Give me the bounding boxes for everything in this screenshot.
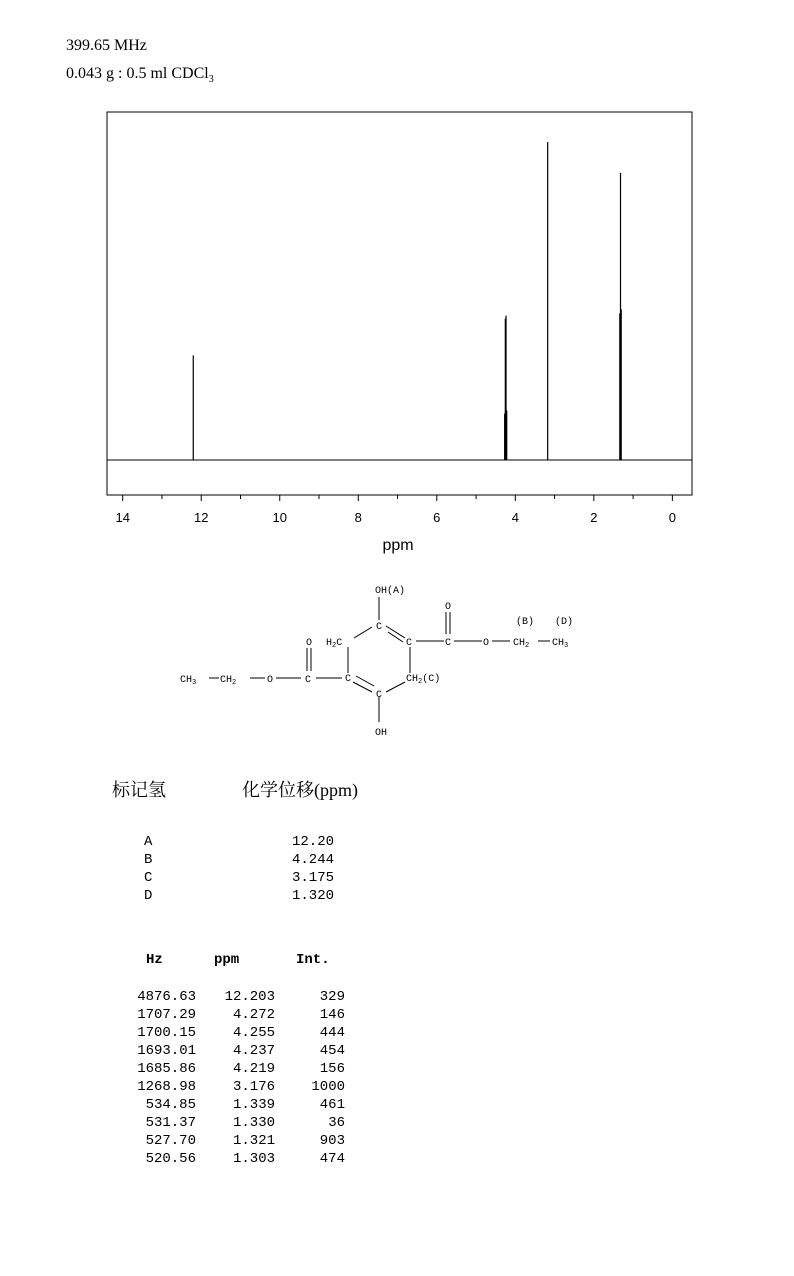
peak-table-cell: 903 — [319, 1133, 345, 1149]
peak-table-cell: 461 — [319, 1097, 345, 1113]
x-tick-label: 4 — [511, 510, 519, 525]
left-ester-oxygen: O — [267, 675, 274, 686]
ring-carbon-top: C — [376, 622, 383, 633]
peak-table-cell: 1268.98 — [137, 1079, 196, 1095]
assignment-header-label: 标记氢 — [112, 780, 166, 800]
left-ch2-label: $CH_2$ — [220, 675, 237, 687]
oh-a-label: OH(A) — [375, 586, 406, 597]
left-ch3-label: $CH_3$ — [180, 675, 197, 687]
peak-table-cell: 146 — [319, 1007, 345, 1023]
tag-b-label: (B) — [516, 617, 535, 628]
right-ch3-label: $CH_3$ — [552, 638, 569, 650]
right-ch2-label: $CH_2$ — [513, 638, 530, 650]
peak-table-cell: 4876.63 — [137, 989, 196, 1005]
left-ester-carbon: C — [305, 675, 312, 686]
peak-table-cell: 1707.29 — [137, 1007, 196, 1023]
peak-table-header: Hz — [146, 952, 163, 968]
assignment-label-cell: C — [144, 870, 153, 886]
peak-table-cell: 3.176 — [232, 1079, 275, 1095]
right-ester-oxygen: O — [483, 638, 490, 649]
molecule-structure — [170, 580, 590, 750]
peak-table-header: ppm — [214, 952, 240, 968]
assignment-shift-cell: 1.320 — [291, 888, 334, 904]
structure-bonds — [209, 597, 550, 722]
assignment-shift-cell: 4.244 — [291, 852, 334, 868]
plot-frame — [107, 112, 692, 495]
assignment-shift-cell: 12.20 — [291, 834, 334, 850]
tag-d-label: (D) — [555, 617, 574, 628]
x-tick-label: 6 — [433, 510, 441, 525]
ring-ch2-c-label: $CH_2(C)$ — [406, 674, 441, 686]
peak-table-cell: 1.330 — [232, 1115, 275, 1131]
oh-bottom-label: OH — [375, 728, 388, 739]
spectrum-peaks — [193, 142, 621, 460]
peak-table-cell: 4.272 — [232, 1007, 275, 1023]
right-ester-carbon: C — [445, 638, 452, 649]
peak-table-cell: 12.203 — [224, 989, 275, 1005]
peak-table-cell: 1.339 — [232, 1097, 275, 1113]
assignment-shift-cell: 3.175 — [291, 870, 334, 886]
assignment-label-cell: B — [144, 852, 153, 868]
x-tick-label: 8 — [354, 510, 362, 525]
peak-table-cell: 329 — [319, 989, 345, 1005]
x-tick-label: 10 — [272, 510, 287, 525]
peak-table-cell: 1700.15 — [137, 1025, 196, 1041]
frequency-label: 399.65 MHz — [66, 37, 147, 54]
left-carbonyl-oxygen: O — [306, 638, 313, 649]
x-tick-label: 0 — [668, 510, 676, 525]
x-axis-label: ppm — [382, 537, 414, 554]
ring-carbon-bottom-left: C — [345, 674, 352, 685]
peak-table-cell: 4.237 — [232, 1043, 275, 1059]
peak-table-cell: 454 — [319, 1043, 345, 1059]
assignment-label-cell: D — [144, 888, 153, 904]
peak-table-cell: 534.85 — [145, 1097, 196, 1113]
peak-table-cell: 474 — [319, 1151, 345, 1167]
peak-table-cell: 1685.86 — [137, 1061, 196, 1077]
nmr-spectrum-chart — [0, 0, 794, 570]
x-axis-ticks — [115, 495, 676, 525]
sample-label: 0.043 g : 0.5 ml CDCl$_3$ — [66, 65, 214, 86]
peak-table-cell: 156 — [319, 1061, 345, 1077]
right-carbonyl-oxygen: O — [445, 602, 452, 613]
ring-carbon-top-right: C — [406, 638, 413, 649]
peak-table-cell: 520.56 — [145, 1151, 196, 1167]
peak-table-cell: 444 — [319, 1025, 345, 1041]
peak-table-cell: 1000 — [311, 1079, 345, 1095]
ring-carbon-bottom: C — [376, 690, 383, 701]
peak-table-cell: 531.37 — [145, 1115, 196, 1131]
peak-table-cell: 4.219 — [232, 1061, 275, 1077]
assignment-header-shift: 化学位移(ppm) — [242, 780, 358, 800]
peak-table-cell: 36 — [328, 1115, 345, 1131]
x-tick-label: 2 — [590, 510, 598, 525]
x-tick-label: 12 — [193, 510, 209, 525]
assignment-label-cell: A — [144, 834, 153, 850]
x-tick-label: 14 — [115, 510, 130, 525]
peak-table-cell: 4.255 — [232, 1025, 275, 1041]
peak-table-cell: 1693.01 — [137, 1043, 196, 1059]
peak-table-cell: 527.70 — [145, 1133, 196, 1149]
peak-table-cell: 1.303 — [232, 1151, 275, 1167]
ring-h2c-label: $H_2C$ — [326, 638, 343, 650]
peak-table-header: Int. — [296, 952, 330, 968]
peak-table-cell: 1.321 — [232, 1133, 275, 1149]
